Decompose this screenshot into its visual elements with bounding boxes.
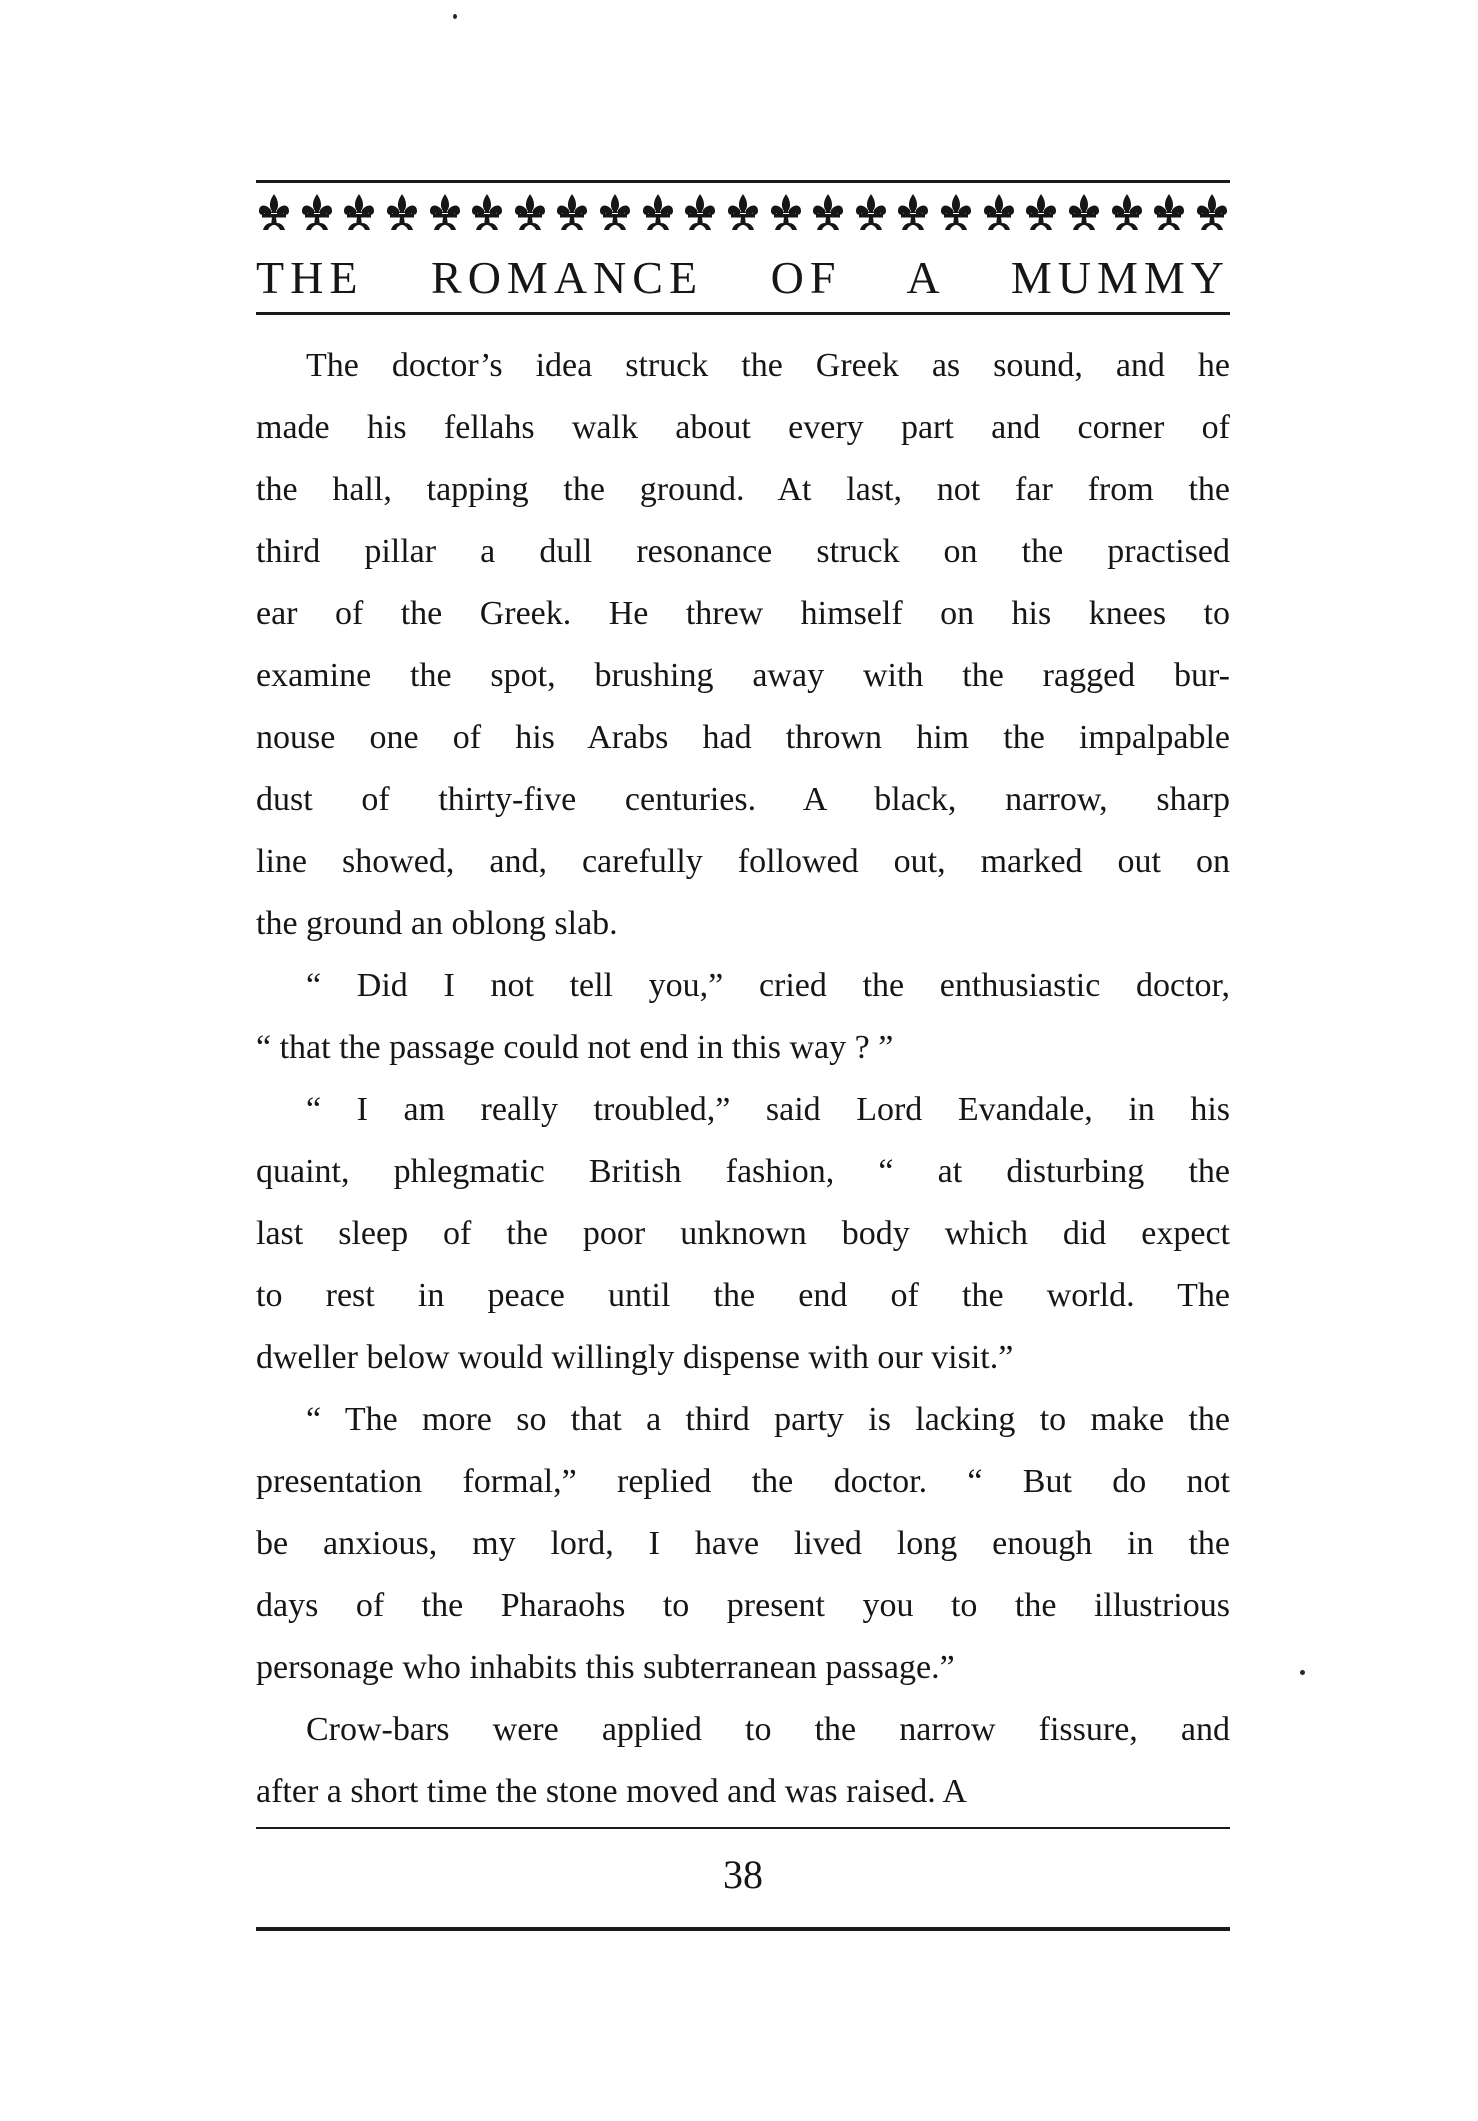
fleur-de-lis-icon: [554, 192, 590, 232]
text-line: dweller below would willingly dispense with our visit.”: [256, 1339, 1014, 1376]
paragraph: [256, 1079, 1230, 1389]
text-line: Crow-bars were applied to the narrow fissure, and: [306, 1711, 1230, 1748]
running-head: THE ROMANCE OF A MUMMY: [256, 252, 1230, 303]
fleur-de-lis-icon: [682, 192, 718, 232]
footer-bottom-rule: [256, 1927, 1230, 1931]
text-line: “ that the passage could not end in this way ? ”: [256, 1029, 894, 1066]
fleur-de-lis-icon: [341, 192, 377, 232]
header-bottom-rule: [256, 312, 1230, 315]
text-line: last sleep of the poor unknown body which did expect: [256, 1215, 1230, 1252]
text-line: after a short time the stone moved and was raised. A: [256, 1773, 967, 1810]
text-line: ear of the Greek. He threw himself on his knees to: [256, 595, 1230, 632]
paper-speck: [1300, 1670, 1305, 1675]
fleur-de-lis-icon: [597, 192, 633, 232]
text-line: personage who inhabits this subterranean passage.”: [256, 1649, 955, 1686]
text-line: presentation formal,” replied the doctor. “ But do not: [256, 1463, 1230, 1500]
text-line: examine the spot, brushing away with the ragged bur-: [256, 657, 1230, 694]
fleur-de-lis-icon: [512, 192, 548, 232]
fleur-de-lis-icon: [810, 192, 846, 232]
text-line: nouse one of his Arabs had thrown him the impalpable: [256, 719, 1230, 756]
fleur-de-lis-icon: [384, 192, 420, 232]
fleuron-ornament-band: [256, 190, 1230, 234]
fleur-de-lis-icon: [427, 192, 463, 232]
text-line: the ground an oblong slab.: [256, 905, 618, 942]
fleur-de-lis-icon: [299, 192, 335, 232]
text-line: made his fellahs walk about every part and corner of: [256, 409, 1230, 446]
text-line: The doctor’s idea struck the Greek as sound, and he: [306, 347, 1230, 384]
fleur-de-lis-icon: [768, 192, 804, 232]
fleur-de-lis-icon: [895, 192, 931, 232]
text-line: line showed, and, carefully followed out, marked out on: [256, 843, 1230, 880]
footer-top-rule: [256, 1827, 1230, 1829]
text-line: “ The more so that a third party is lacking to make the: [306, 1401, 1230, 1438]
paragraph: [256, 1389, 1230, 1699]
text-line: dust of thirty-five centuries. A black, narrow, sharp: [256, 781, 1230, 818]
fleur-de-lis-icon: [1066, 192, 1102, 232]
fleur-de-lis-icon: [853, 192, 889, 232]
text-line: “ I am really troubled,” said Lord Evandale, in his: [306, 1091, 1230, 1128]
text-line: quaint, phlegmatic British fashion, “ at disturbing the: [256, 1153, 1230, 1190]
fleur-de-lis-icon: [725, 192, 761, 232]
paragraph: [256, 335, 1230, 955]
fleur-de-lis-icon: [1151, 192, 1187, 232]
fleur-de-lis-icon: [640, 192, 676, 232]
paragraph: [256, 1699, 1230, 1823]
paragraph: [256, 955, 1230, 1079]
fleur-de-lis-icon: [256, 192, 292, 232]
text-line: be anxious, my lord, I have lived long enough in the: [256, 1525, 1230, 1562]
text-line: the hall, tapping the ground. At last, not far from the: [256, 471, 1230, 508]
fleur-de-lis-icon: [1109, 192, 1145, 232]
body-text: [256, 335, 1230, 1823]
fleur-de-lis-icon: [981, 192, 1017, 232]
text-line: third pillar a dull resonance struck on the practised: [256, 533, 1230, 570]
text-line: “ Did I not tell you,” cried the enthusiastic doctor,: [306, 967, 1230, 1004]
fleur-de-lis-icon: [938, 192, 974, 232]
text-line: to rest in peace until the end of the world. The: [256, 1277, 1230, 1314]
fleur-de-lis-icon: [1194, 192, 1230, 232]
paper-speck: [453, 14, 457, 19]
text-line: days of the Pharaohs to present you to the illustrious: [256, 1587, 1230, 1624]
page-number: 38: [723, 1852, 763, 1897]
fleur-de-lis-icon: [469, 192, 505, 232]
fleur-de-lis-icon: [1023, 192, 1059, 232]
header-top-rule: [256, 180, 1230, 183]
